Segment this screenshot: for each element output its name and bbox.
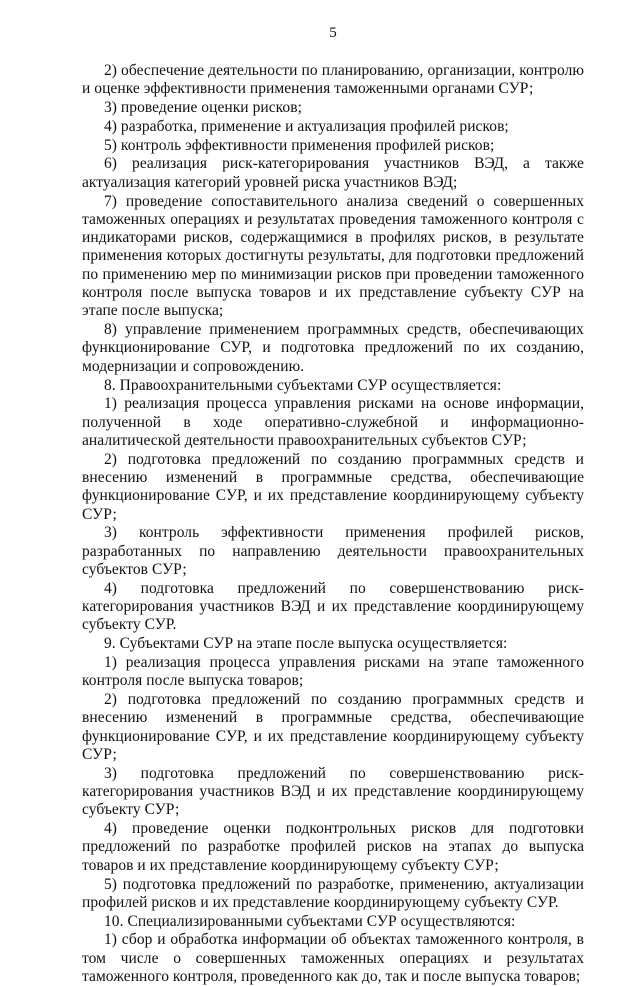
- paragraph: 3) контроль эффективности применения профилей рисков, разработанных по направлению деятельности правоохранительных субъектов СУР;: [82, 524, 584, 579]
- paragraph: 2) подготовка предложений по созданию программных средств и внесению изменений в программные средства, обеспечивающие функционирование СУР, и их представление координирующему субъекту СУР;: [82, 691, 584, 763]
- paragraph: 2) обеспечение деятельности по планированию, организации, контролю и оценке эффективности применения таможенными органами СУР;: [82, 62, 584, 98]
- paragraph: 8) управление применением программных средств, обеспечивающих функционирование СУР, и подготовка предложений по их созданию, модернизации и сопровождению.: [82, 321, 584, 375]
- paragraph: 1) реализация процесса управления рисками на этапе таможенного контроля после выпуска товаров;: [82, 654, 584, 690]
- paragraph: 3) подготовка предложений по совершенствованию риск-категорирования участников ВЭД и их представление координирующему субъекту СУР;: [82, 764, 584, 819]
- section-heading: 10. Специализированными субъектами СУР осуществляются:: [104, 912, 516, 930]
- paragraph: 4) разработка, применение и актуализация профилей рисков;: [104, 117, 509, 135]
- section-heading: 9. Субъектами СУР на этапе после выпуска осуществляется:: [104, 635, 508, 653]
- paragraph: 1) сбор и обработка информации об объектах таможенного контроля, в том числе о совершенных таможенных операциях и результатах таможенного контроля, проведенного как до, так и после выпуска товаров;: [82, 931, 584, 986]
- paragraph: 1) реализация процесса управления рисками на основе информации, полученной в ходе оперативно-служебной и информационно-аналитической деятельности правоохранительных субъектов СУР;: [82, 395, 584, 449]
- paragraph: 4) подготовка предложений по совершенствованию риск-категорирования участников ВЭД и их представление координирующему субъекту СУР.: [82, 579, 584, 634]
- paragraph: 6) реализация риск-категорирования участников ВЭД, а также актуализация категорий уровней риска участников ВЭД;: [82, 155, 584, 191]
- document-body: [82, 62, 584, 986]
- section-heading: 8. Правоохранительными субъектами СУР осуществляется:: [104, 376, 502, 394]
- paragraph: 5) подготовка предложений по разработке, применению, актуализации профилей рисков и их представление координирующему субъекту СУР.: [82, 875, 584, 911]
- paragraph: 7) проведение сопоставительного анализа сведений о совершенных таможенных операциях и результатах проведения таможенного контроля с индикаторами рисков, содержащимися в профилях рисков, в результате применения которых достигнуты результаты, для подготовки предложений по применению мер по минимизации рисков при проведении таможенного контроля после выпуска товаров и их представление субъекту СУР на этапе после выпуска;: [82, 192, 584, 320]
- paragraph: 2) подготовка предложений по созданию программных средств и внесению изменений в программные средства, обеспечивающие функционирование СУР, и их представление координирующему субъекту СУР;: [82, 450, 584, 523]
- paragraph: 3) проведение оценки рисков;: [104, 99, 302, 117]
- page-number: 5: [329, 25, 337, 41]
- paragraph: 4) проведение оценки подконтрольных рисков для подготовки предложений по разработке профилей рисков на этапах до выпуска товаров и их представление координирующему субъекту СУР;: [82, 820, 584, 874]
- paragraph: 5) контроль эффективности применения профилей рисков;: [104, 136, 495, 154]
